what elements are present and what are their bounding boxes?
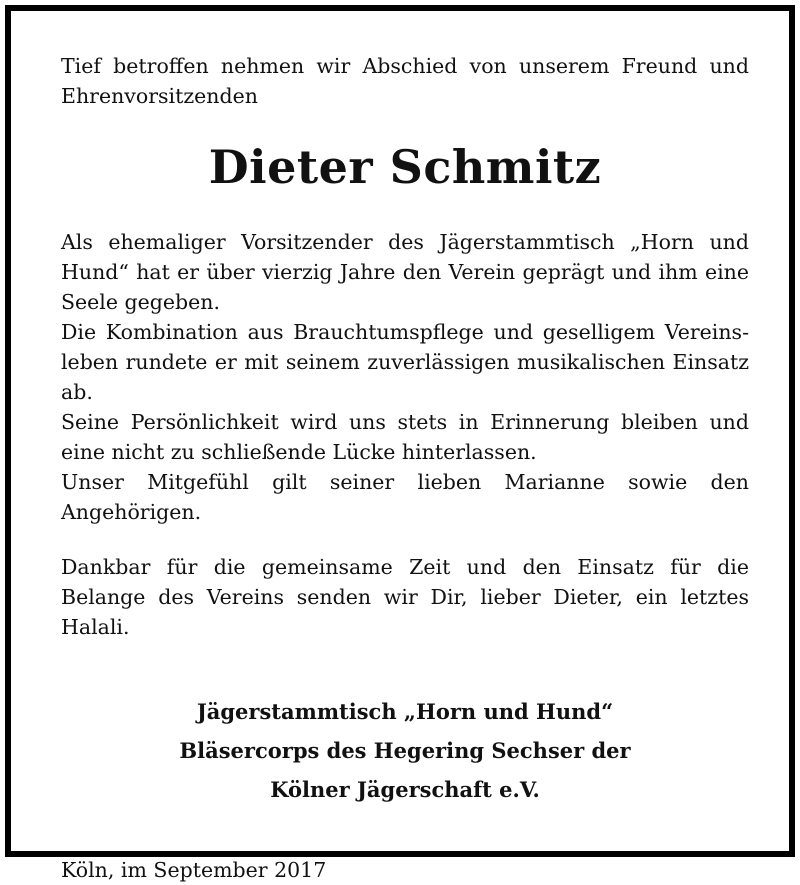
signer-line: Bläsercorps des Hegering Sechser der: [179, 738, 631, 763]
body-paragraph: Als ehemaliger Vorsitzender des Jägerstammtisch „Horn und Hund“ hat er über vierzig Jahre den Verein geprägt und ihm eine Seele gegeben.: [61, 230, 749, 314]
deceased-name: Dieter Schmitz: [208, 140, 602, 194]
body-paragraph: Seine Persönlichkeit wird uns stets in Erinnerung bleiben und eine nicht zu schließende Lücke hinterlassen.: [61, 410, 749, 464]
signer-line: Jägerstammtisch „Horn und Hund“: [196, 699, 614, 724]
intro-text: Tief betroffen nehmen wir Abschied von unserem Freund und Ehrenvorsitzenden: [61, 54, 749, 108]
signers-block: [61, 692, 749, 809]
body-text: [61, 227, 749, 527]
thanks-text: Dankbar für die gemeinsame Zeit und den Einsatz für die Belange des Vereins senden wir Dir, lieber Dieter, ein letztes Halali.: [61, 555, 749, 639]
notice-frame: [5, 5, 795, 882]
place-date: Köln, im September 2017: [61, 858, 327, 882]
body-paragraph: Unser Mitgefühl gilt seiner lieben Marianne sowie den Angehörigen.: [61, 470, 749, 524]
notice-content: [61, 51, 749, 885]
signer-line: Kölner Jägerschaft e.V.: [270, 777, 540, 802]
body-paragraph: Die Kombination aus Brauchtumspflege und geselligem Vereinsleben rundete er mit seinem zuverlässigen musikalischen Einsatz ab.: [61, 320, 749, 404]
